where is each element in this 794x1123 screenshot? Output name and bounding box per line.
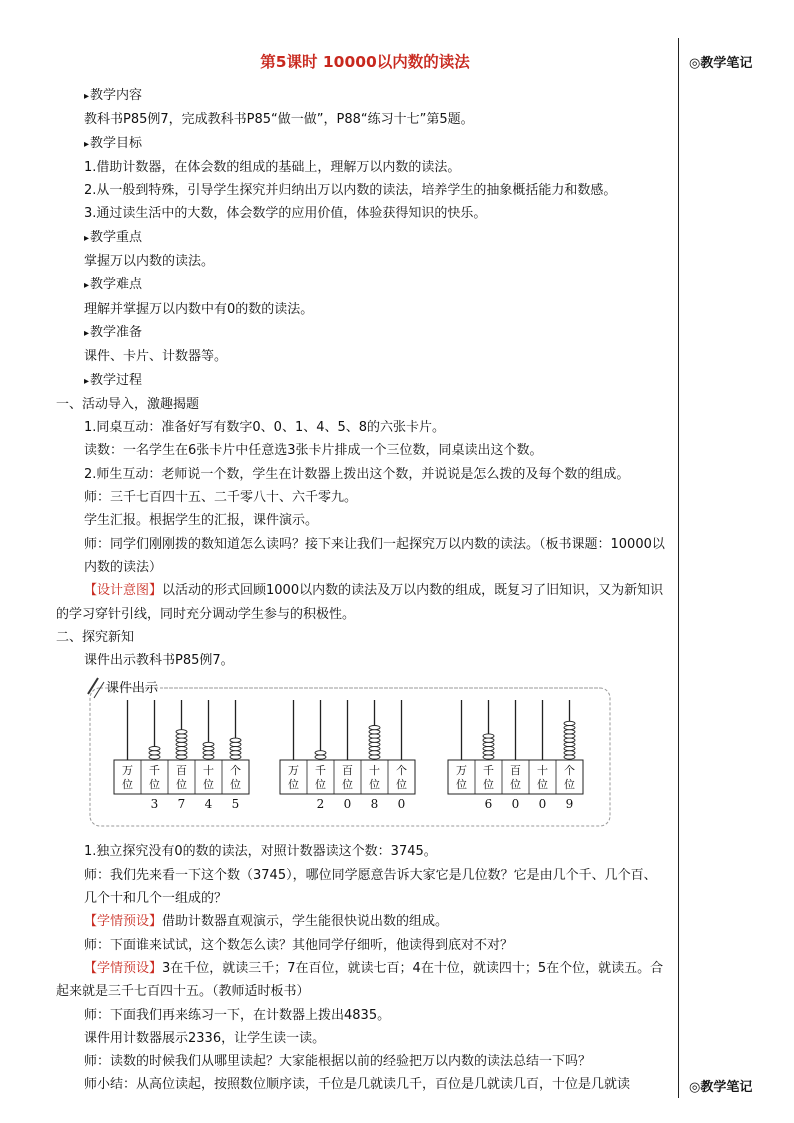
part2-line: 师：下面谁来试试，这个数怎么读？其他同学仔细听，他读得到底对不对？ (84, 937, 514, 953)
abacus-bead (483, 751, 494, 755)
abacus-bead (483, 755, 494, 759)
content-text: 教科书P85例7，完成教科书P85“做一做”，P88“练习十七”第5题。 (84, 112, 474, 128)
abacus-digit: 0 (511, 797, 520, 812)
part2-intro: 课件出示教科书P85例7。 (84, 653, 234, 669)
place-label: 万 (122, 764, 133, 778)
abacus-bead (564, 726, 575, 730)
abacus-bead (483, 747, 494, 751)
preset-tag: 【学情预设】 (84, 960, 163, 976)
abacus-digit: 5 (231, 797, 240, 812)
abacus-bead (369, 734, 380, 738)
place-label: 位 (369, 778, 380, 792)
place-label: 千 (315, 764, 326, 778)
part1-line: 2.师生互动：老师说一个数，学生在计数器上拨出这个数，并说说是怎么拨的及每个数的组成。 (84, 466, 630, 482)
abacus-bead (149, 747, 160, 751)
abacus-bead (203, 743, 214, 747)
abacus-digit: 2 (316, 797, 325, 812)
part1-line: 学生汇报。根据学生的汇报，课件演示。 (84, 513, 319, 529)
abacus-bead (176, 755, 187, 759)
abacus-bead (564, 730, 575, 734)
place-label: 位 (122, 778, 133, 792)
abacus-bead (176, 730, 187, 734)
section-heading-prep: ▸ 教学准备 (56, 321, 668, 345)
place-label: 万 (456, 764, 467, 778)
abacus-bead (176, 751, 187, 755)
goal-item: 3.通过读生活中的大数，体会数学的应用价值，体验获得知识的快乐。 (84, 206, 487, 222)
part2-line: 师小结：从高位读起，按照数位顺序读，千位是几就读几千，百位是几就读几百，十位是几就读 (84, 1077, 631, 1093)
abacus-digit: 3 (150, 797, 159, 812)
abacus-bead (369, 730, 380, 734)
abacus-bead (149, 751, 160, 755)
place-label: 位 (203, 778, 214, 792)
abacus-bead (564, 739, 575, 743)
place-label: 位 (564, 778, 575, 792)
tag-slash-icon (88, 678, 98, 694)
abacus-bead (369, 739, 380, 743)
part1-line: 师：三千七百四十五、二千零八十、六千零九。 (84, 490, 358, 506)
place-label: 位 (288, 778, 299, 792)
section-heading-goals: ▸ 教学目标 (56, 132, 668, 156)
abacus-bead (369, 747, 380, 751)
preset-paragraph (56, 957, 668, 1004)
abacus-bead (483, 739, 494, 743)
part2-line: 师：下面我们再来练习一下，在计数器上拨出4835。 (84, 1007, 391, 1023)
difficulty-text: 理解并掌握万以内数中有0的数的读法。 (84, 301, 314, 317)
abacus-bead (315, 755, 326, 759)
place-label: 位 (315, 778, 326, 792)
abacus-bead (176, 743, 187, 747)
abacus-bead (176, 747, 187, 751)
place-label: 位 (230, 778, 241, 792)
place-label: 百 (176, 764, 187, 778)
abacus-digit: 4 (204, 797, 213, 812)
part1-line: 师：同学们刚刚拨的数知道怎么读吗？接下来让我们一起探究万以内数的读法。（板书课题：10000以内数的读法） (84, 536, 665, 575)
abacus-bead (564, 755, 575, 759)
abacus-bead (176, 734, 187, 738)
place-label: 位 (483, 778, 494, 792)
part2-line: 师：读数的时候我们从哪里读起？大家能根据以前的经验把万以内数的读法总结一下吗？ (84, 1054, 592, 1070)
abacus-bead (369, 743, 380, 747)
abacus-bead (564, 743, 575, 747)
abacus-bead (564, 734, 575, 738)
abacus-bead (176, 739, 187, 743)
place-label: 个 (230, 764, 241, 778)
abacus-digit: 9 (565, 797, 574, 812)
place-label: 位 (176, 778, 187, 792)
figure-tag: 课件出示 (106, 681, 159, 697)
preset-paragraph (56, 910, 668, 933)
abacus-bead (564, 722, 575, 726)
main-content (56, 84, 668, 1097)
abacus-figure (84, 676, 616, 834)
place-label: 位 (342, 778, 353, 792)
place-label: 万 (288, 764, 299, 778)
abacus-digit: 0 (538, 797, 547, 812)
abacus-bead (483, 734, 494, 738)
abacus-bead (230, 743, 241, 747)
section-heading-difficulty: ▸ 教学难点 (56, 273, 668, 297)
abacus-bead (230, 751, 241, 755)
abacus-bead (149, 755, 160, 759)
preset-text: 借助计数器直观演示，学生能很快说出数的组成。 (162, 914, 449, 930)
page-title: 第5课时 10000以内数的读法 (260, 53, 470, 71)
goal-item: 1.借助计数器，在体会数的组成的基础上，理解万以内数的读法。 (84, 159, 461, 175)
abacus-digit: 7 (177, 797, 186, 812)
design-intent-text: 以活动的形式回顾1000以内数的读法及万以内数的组成，既复习了旧知识，又为新知识的学习穿针引线，同时充分调动学生参与的积极性。 (56, 583, 664, 622)
place-label: 位 (456, 778, 467, 792)
part2-line: 课件用计数器展示2336，让学生读一读。 (84, 1030, 326, 1046)
abacus-bead (369, 751, 380, 755)
part2-heading: 二、探究新知 (56, 629, 135, 645)
abacus-bead (369, 755, 380, 759)
part2-line: 1.独立探究没有0的数的读法，对照计数器读这个数：3745。 (84, 844, 437, 860)
abacus-bead (564, 747, 575, 751)
part1-line: 读数：一名学生在6张卡片中任意选3张卡片排成一个三位数，同桌读出这个数。 (84, 443, 543, 459)
place-label: 百 (342, 764, 353, 778)
section-heading-key: ▸ 教学重点 (56, 226, 668, 250)
abacus-bead (203, 747, 214, 751)
abacus-illustration (84, 676, 616, 834)
section-heading-process: ▸ 教学过程 (56, 369, 668, 393)
side-note-bottom: ◎教学笔记 (689, 1080, 753, 1095)
abacus-bead (203, 755, 214, 759)
preset-text: 3在千位，就读三千；7在百位，就读七百；4在十位，就读四十；5在个位，就读五。合起来就是三千七百四十五。（教师适时板书） (56, 960, 664, 1000)
goal-item: 2.从一般到特殊，引导学生探究并归纳出万以内数的读法，培养学生的抽象概括能力和数感。 (84, 183, 617, 199)
abacus-bead (483, 743, 494, 747)
abacus-bead (315, 751, 326, 755)
abacus-bead (369, 726, 380, 730)
place-label: 十 (203, 764, 214, 778)
design-intent-paragraph (56, 579, 668, 626)
place-label: 个 (564, 764, 575, 778)
side-note-top: ◎教学笔记 (689, 56, 753, 71)
abacus-bead (564, 751, 575, 755)
abacus-bead (230, 755, 241, 759)
abacus-digit: 0 (343, 797, 352, 812)
place-label: 千 (483, 764, 494, 778)
place-label: 位 (510, 778, 521, 792)
place-label: 百 (510, 764, 521, 778)
place-label: 位 (537, 778, 548, 792)
prep-text: 课件、卡片、计数器等。 (84, 349, 228, 365)
abacus-bead (230, 739, 241, 743)
margin-divider (678, 38, 679, 1098)
abacus-bead (203, 751, 214, 755)
place-label: 十 (369, 764, 380, 778)
place-label: 千 (149, 764, 160, 778)
place-label: 十 (537, 764, 548, 778)
section-heading-content: ▸ 教学内容 (56, 84, 668, 108)
part1-line: 1.同桌互动：准备好写有数字0、0、1、4、5、8的六张卡片。 (84, 420, 446, 436)
place-label: 个 (396, 764, 407, 778)
place-label: 位 (396, 778, 407, 792)
preset-tag: 【学情预设】 (84, 914, 163, 930)
place-label: 位 (149, 778, 160, 792)
abacus-digit: 0 (397, 797, 406, 812)
key-text: 掌握万以内数的读法。 (84, 254, 215, 270)
abacus-bead (230, 747, 241, 751)
abacus-digit: 8 (370, 797, 379, 812)
abacus-digit: 6 (484, 797, 493, 812)
part2-line: 师：我们先来看一下这个数（3745），哪位同学愿意告诉大家它是几位数？它是由几个千、几个百、几个十和几个一组成的？ (84, 867, 657, 907)
design-intent-tag: 【设计意图】 (84, 583, 163, 599)
part1-heading: 一、活动导入，激趣揭题 (56, 396, 200, 412)
tag-slash-icon (94, 682, 104, 698)
